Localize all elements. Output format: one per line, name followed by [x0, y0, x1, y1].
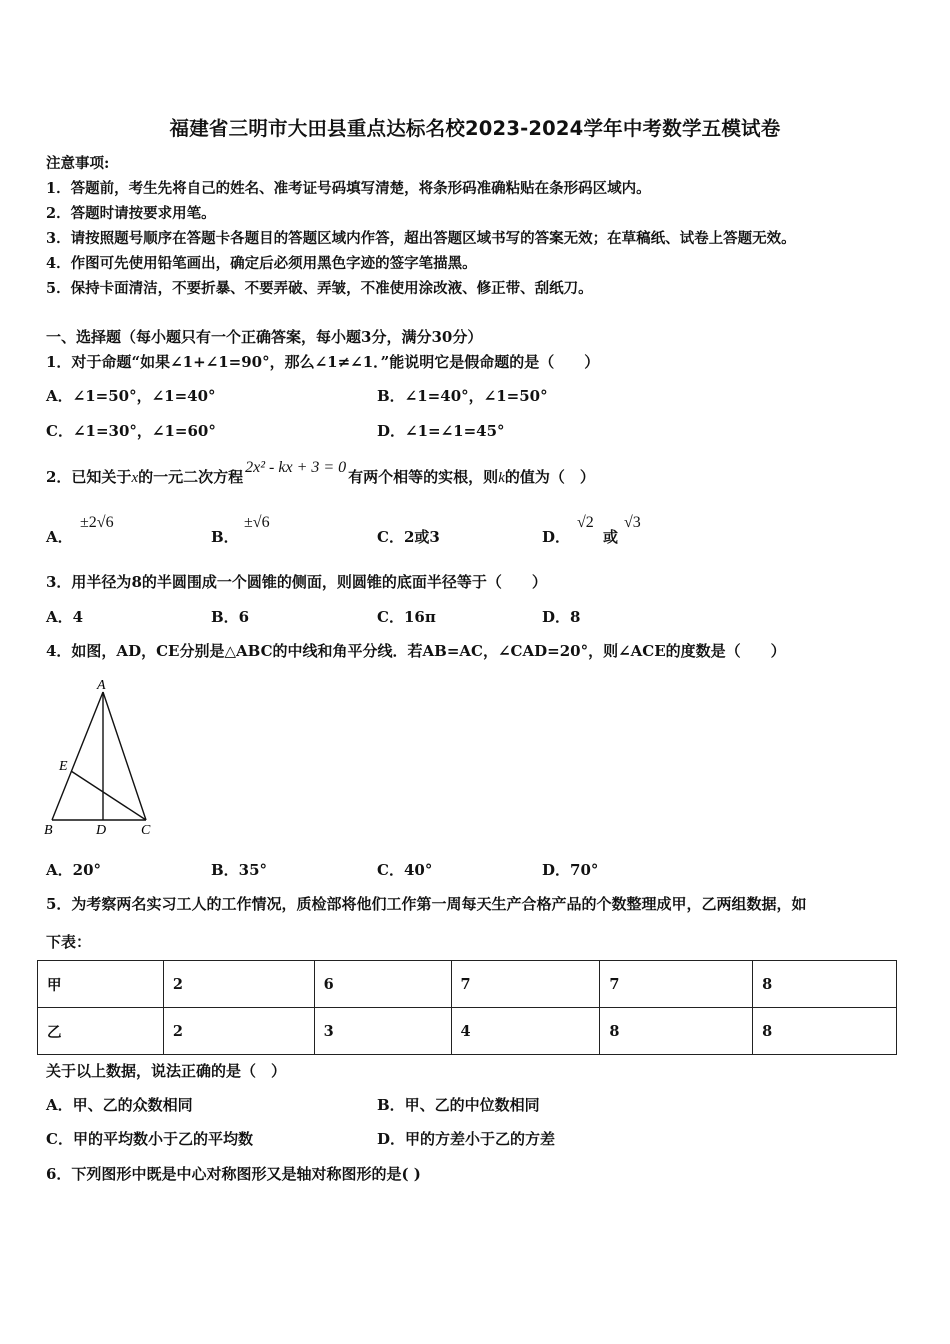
q2-var-k: k — [498, 470, 505, 486]
section-heading: 一、选择题（每小题只有一个正确答案，每小题3分，满分30分） — [46, 328, 483, 346]
table-row — [38, 961, 897, 1008]
q5-option-b: B．甲、乙的中位数相同 — [377, 1096, 540, 1114]
label-a: A — [97, 678, 106, 693]
table-cell: 2 — [163, 1008, 314, 1055]
q5-option-a: A．甲、乙的众数相同 — [46, 1096, 193, 1114]
q2-option-a-label: A． — [46, 528, 73, 546]
table-cell: 8 — [753, 961, 897, 1008]
q1-option-d: D．∠1=∠1=45° — [377, 422, 505, 440]
page-title: 福建省三明市大田县重点达标名校2023-2024学年中考数学五模试卷 — [169, 117, 781, 140]
q5-stem-line1: 5．为考察两名实习工人的工作情况，质检部将他们工作第一周每天生产合格产品的个数整理成甲，乙两组数据，如 — [46, 895, 807, 913]
q2-stem — [46, 459, 595, 487]
table-cell: 7 — [600, 961, 753, 1008]
q2-option-a-math: ±2√6 — [80, 514, 114, 531]
q4-option-d: D．70° — [542, 861, 599, 879]
q4-triangle-figure — [40, 672, 170, 844]
table-cell: 4 — [451, 1008, 600, 1055]
table-row — [38, 1008, 897, 1055]
notice-item: 1．答题前，考生先将自己的姓名、准考证号码填写清楚，将条形码准确粘贴在条形码区域内。 — [46, 180, 651, 197]
q2-option-b-math: ±√6 — [244, 514, 270, 531]
q1-option-a: A．∠1=50°，∠1=40° — [46, 387, 216, 405]
q4-option-b: B．35° — [211, 861, 268, 879]
q4-stem: 4．如图，AD，CE分别是△ABC的中线和角平分线．若AB=AC，∠CAD=20°，则∠ACE的度数是（ ） — [46, 642, 786, 660]
q5-question: 关于以上数据，说法正确的是（ ） — [46, 1062, 287, 1080]
q2-stem-post1: 有两个相等的实根，则 — [348, 468, 499, 486]
table-cell: 2 — [163, 961, 314, 1008]
segment-ab — [52, 692, 103, 820]
q2-var-x: x — [131, 470, 139, 486]
q5-option-d: D．甲的方差小于乙的方差 — [377, 1130, 556, 1148]
q3-option-d: D．8 — [542, 608, 581, 626]
table-cell: 3 — [314, 1008, 451, 1055]
notice-heading: 注意事项: — [46, 155, 110, 172]
label-e: E — [59, 759, 68, 774]
label-b: B — [44, 823, 53, 838]
q2-option-d-math2: √3 — [624, 514, 641, 531]
table-cell: 8 — [600, 1008, 753, 1055]
q1-option-b: B．∠1=40°，∠1=50° — [377, 387, 548, 405]
table-cell: 甲 — [38, 961, 164, 1008]
q2-stem-mid: 的一元二次方程 — [138, 468, 244, 486]
q2-option-c: C．2或3 — [377, 528, 440, 546]
q3-option-c: C．16π — [377, 608, 436, 626]
q3-option-a: A．4 — [46, 608, 84, 626]
q2-stem-pre: 2．已知关于 — [46, 468, 132, 486]
label-d: D — [96, 823, 107, 838]
q1-option-c: C．∠1=30°，∠1=60° — [46, 422, 216, 440]
notice-item: 2．答题时请按要求用笔。 — [46, 205, 216, 222]
q2-option-d-label: D． — [542, 528, 571, 546]
q2-option-d-or: 或 — [603, 528, 619, 546]
notice-item: 3．请按照题号顺序在答题卡各题目的答题区域内作答，超出答题区域书写的答案无效；在草稿纸、试卷上答题无效。 — [46, 230, 796, 247]
notice-item: 5．保持卡面清洁，不要折暴、不要弄破、弄皱，不准使用涂改液、修正带、刮纸刀。 — [46, 280, 593, 297]
q5-data-table — [37, 960, 897, 1055]
table-cell: 7 — [451, 961, 600, 1008]
q3-option-b: B．6 — [211, 608, 250, 626]
q2-option-d-math1: √2 — [577, 514, 594, 531]
label-c: C — [141, 823, 151, 838]
table-cell: 6 — [314, 961, 451, 1008]
q6-stem: 6．下列图形中既是中心对称图形又是轴对称图形的是( ) — [46, 1165, 421, 1183]
q1-stem: 1．对于命题“如果∠1+∠1=90°，那么∠1≠∠1．”能说明它是假命题的是（ ） — [46, 353, 600, 371]
q4-option-c: C．40° — [377, 861, 433, 879]
notice-item: 4．作图可先使用铅笔画出，确定后必须用黑色字迹的签字笔描黑。 — [46, 255, 477, 272]
q3-stem: 3．用半径为8的半圆围成一个圆锥的侧面，则圆锥的底面半径等于（ ） — [46, 573, 547, 591]
segment-ac — [103, 692, 146, 820]
q5-option-c: C．甲的平均数小于乙的平均数 — [46, 1130, 253, 1148]
table-cell: 8 — [753, 1008, 897, 1055]
q4-option-a: A．20° — [46, 861, 102, 879]
table-cell: 乙 — [38, 1008, 164, 1055]
segment-ce — [71, 771, 146, 820]
q2-option-b-label: B． — [211, 528, 239, 546]
q2-stem-post2: 的值为（ ） — [504, 468, 595, 486]
q5-stem-line2: 下表： — [46, 933, 92, 951]
q2-equation: 2x² - kx + 3 = 0 — [245, 459, 347, 476]
